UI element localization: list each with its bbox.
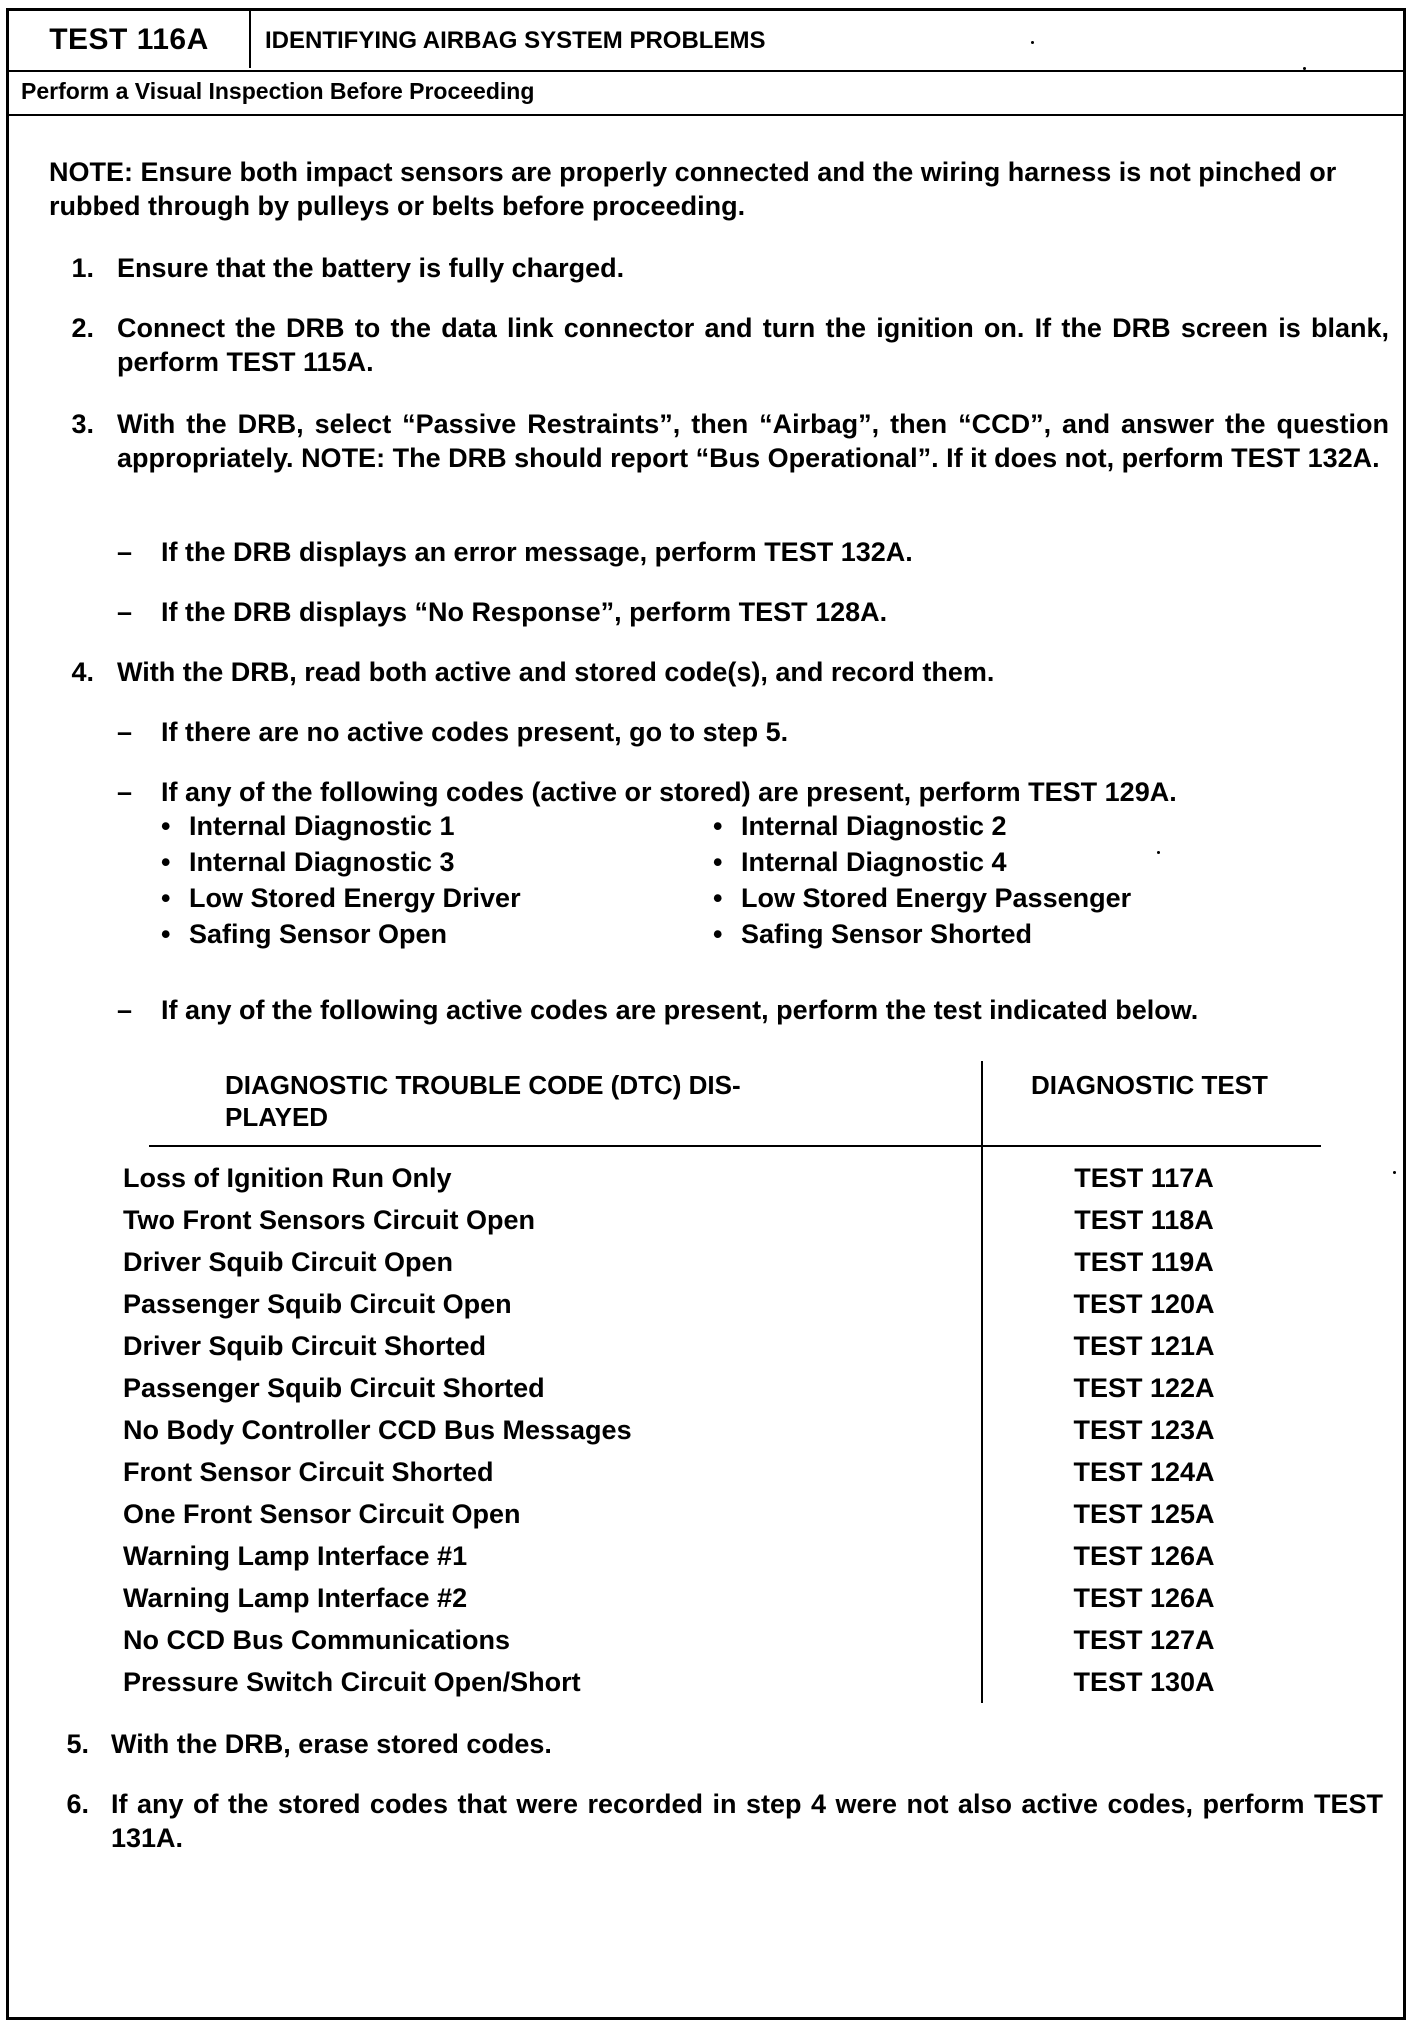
code-left-3: Low Stored Energy Driver bbox=[189, 883, 521, 913]
bullet: • bbox=[713, 811, 723, 841]
table-row-code: No Body Controller CCD Bus Messages bbox=[123, 1415, 632, 1445]
step-3-sub-2: If the DRB displays “No Response”, perform TEST 128A. bbox=[161, 597, 888, 627]
table-row-test: TEST 125A bbox=[1073, 1499, 1215, 1529]
table-row-test: TEST 117A bbox=[1074, 1163, 1214, 1193]
table-row-code: Loss of Ignition Run Only bbox=[123, 1163, 452, 1193]
table-column-divider bbox=[981, 1061, 983, 1703]
document-body bbox=[9, 11, 1403, 2011]
step-4-sub-2-dash: – bbox=[117, 777, 133, 807]
subtitle: Perform a Visual Inspection Before Proceeding bbox=[21, 78, 535, 104]
step-4-number: 4. bbox=[71, 657, 94, 687]
table-row-test: TEST 119A bbox=[1074, 1247, 1214, 1277]
table-row-code: Warning Lamp Interface #2 bbox=[123, 1583, 468, 1613]
table-row-code: Driver Squib Circuit Open bbox=[123, 1247, 454, 1277]
table-row-code: Pressure Switch Circuit Open/Short bbox=[123, 1667, 581, 1697]
table-row-test: TEST 121A bbox=[1073, 1331, 1215, 1361]
note-label: NOTE: bbox=[49, 157, 133, 187]
step-3-text-b: The DRB should report “Bus Operational”. If it does not, perform TEST 132A. bbox=[392, 443, 1380, 473]
bullet: • bbox=[713, 847, 723, 877]
table-row-code: Two Front Sensors Circuit Open bbox=[123, 1205, 536, 1235]
step-3-sub-1: If the DRB displays an error message, perform TEST 132A. bbox=[161, 537, 913, 567]
bullet: • bbox=[161, 919, 171, 949]
table-header-code-line-1: DIAGNOSTIC TROUBLE CODE (DTC) DIS- bbox=[225, 1070, 741, 1100]
step-2-number: 2. bbox=[71, 313, 94, 343]
page-frame bbox=[6, 8, 1406, 2020]
code-right-1: Internal Diagnostic 2 bbox=[741, 811, 1007, 841]
step-3-text-a: With the DRB, select “Passive Restraints”, then “Airbag”, then “CCD”, and answer the question appropriately. bbox=[117, 409, 1389, 473]
table-row-test: TEST 130A bbox=[1073, 1667, 1215, 1697]
scan-speck bbox=[1157, 851, 1160, 854]
step-4-sub-2: If any of the following codes (active or stored) are present, perform TEST 129A. bbox=[161, 777, 1177, 807]
step-3-number: 3. bbox=[71, 409, 94, 439]
table-row-test: TEST 126A bbox=[1073, 1583, 1215, 1613]
step-2-text: Connect the DRB to the data link connector and turn the ignition on. If the DRB screen is blank, perform TEST 115A. bbox=[117, 313, 1389, 377]
step-4-sub-3: If any of the following active codes are present, perform the test indicated below. bbox=[161, 995, 1199, 1025]
test-id: TEST 116A bbox=[9, 11, 251, 68]
table-row-code: Front Sensor Circuit Shorted bbox=[123, 1457, 494, 1487]
step-4-text: With the DRB, read both active and stored code(s), and record them. bbox=[117, 657, 995, 687]
code-right-2: Internal Diagnostic 4 bbox=[741, 847, 1007, 877]
scan-speck bbox=[1303, 67, 1306, 70]
test-title: IDENTIFYING AIRBAG SYSTEM PROBLEMS bbox=[265, 27, 766, 54]
table-row-test: TEST 123A bbox=[1073, 1415, 1215, 1445]
scan-speck bbox=[1031, 41, 1034, 44]
step-4-sub-1: If there are no active codes present, go to step 5. bbox=[161, 717, 789, 747]
step-1-text: Ensure that the battery is fully charged. bbox=[117, 253, 625, 283]
code-left-1: Internal Diagnostic 1 bbox=[189, 811, 455, 841]
bullet: • bbox=[161, 811, 171, 841]
step-3-sub-1-dash: – bbox=[117, 537, 133, 567]
table-row-code: No CCD Bus Communications bbox=[123, 1625, 511, 1655]
code-right-4: Safing Sensor Shorted bbox=[741, 919, 1033, 949]
table-row-test: TEST 127A bbox=[1073, 1625, 1215, 1655]
step-4-sub-1-dash: – bbox=[117, 717, 133, 747]
note-paragraph bbox=[49, 155, 1391, 223]
table-row-code: One Front Sensor Circuit Open bbox=[123, 1499, 521, 1529]
table-row-code: Passenger Squib Circuit Shorted bbox=[123, 1373, 545, 1403]
table-row-code: Passenger Squib Circuit Open bbox=[123, 1289, 512, 1319]
note-text: Ensure both impact sensors are properly connected and the wiring harness is not pinched or rubbed through by pulleys or belts before proceeding. bbox=[49, 157, 1337, 221]
step-3-sub-2-dash: – bbox=[117, 597, 133, 627]
step-3-text bbox=[117, 407, 1389, 475]
step-3-note-label: NOTE: bbox=[301, 443, 386, 473]
step-5-text: With the DRB, erase stored codes. bbox=[111, 1729, 552, 1759]
table-row-test: TEST 122A bbox=[1073, 1373, 1215, 1403]
table-row-test: TEST 124A bbox=[1073, 1457, 1215, 1487]
table-header-rule bbox=[149, 1145, 1321, 1147]
table-row-code: Warning Lamp Interface #1 bbox=[123, 1541, 468, 1571]
bullet: • bbox=[161, 847, 171, 877]
step-1-number: 1. bbox=[71, 253, 94, 283]
table-row-test: TEST 120A bbox=[1073, 1289, 1215, 1319]
bullet: • bbox=[161, 883, 171, 913]
table-row-test: TEST 118A bbox=[1074, 1205, 1214, 1235]
table-header-code bbox=[225, 1069, 945, 1133]
step-6-number: 6. bbox=[66, 1789, 89, 1819]
scan-speck bbox=[1393, 1171, 1396, 1174]
code-right-3: Low Stored Energy Passenger bbox=[741, 883, 1132, 913]
table-header-test: DIAGNOSTIC TEST bbox=[1031, 1070, 1268, 1100]
table-header-code-line-2: PLAYED bbox=[225, 1102, 329, 1132]
table-row-code: Driver Squib Circuit Shorted bbox=[123, 1331, 487, 1361]
step-5-number: 5. bbox=[66, 1729, 89, 1759]
bullet: • bbox=[713, 919, 723, 949]
step-6-text: If any of the stored codes that were recorded in step 4 were not also active codes, perform TEST 131A. bbox=[111, 1789, 1383, 1853]
code-left-4: Safing Sensor Open bbox=[189, 919, 448, 949]
bullet: • bbox=[713, 883, 723, 913]
step-4-sub-3-dash: – bbox=[117, 995, 133, 1025]
code-left-2: Internal Diagnostic 3 bbox=[189, 847, 455, 877]
table-row-test: TEST 126A bbox=[1073, 1541, 1215, 1571]
